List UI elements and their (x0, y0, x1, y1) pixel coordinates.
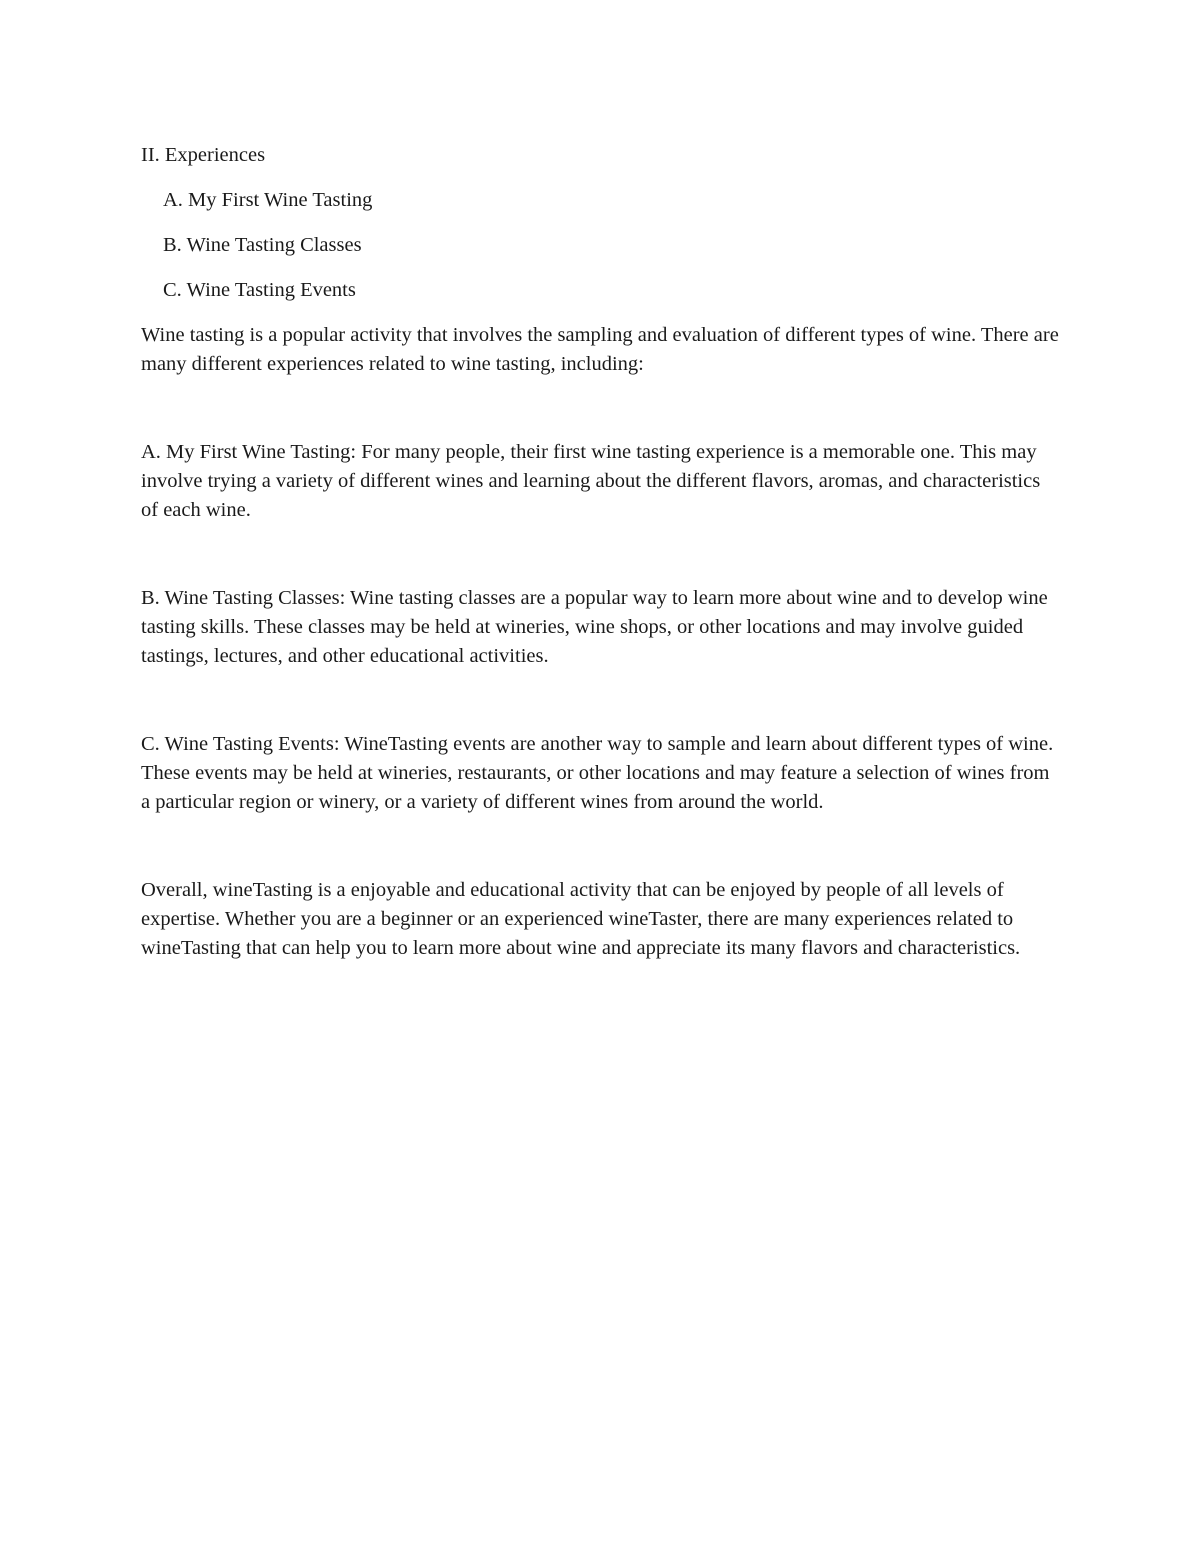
wine-tasting-classes-paragraph: B. Wine Tasting Classes: Wine tasting classes are a popular way to learn more about wine and to develop wine tasting skills. These classes may be held at wineries, wine shops, or other locations and may involve guided tastings, lectures, and other educational activities. (141, 587, 1048, 667)
conclusion-paragraph: Overall, wineTasting is a enjoyable and educational activity that can be enjoyed by people of all levels of expertise. Whether you are a beginner or an experienced wineTaster, there are many experiences related to wineTasting that can help you to learn more about wine and appreciate its many flavors and characteristics. (141, 879, 1021, 959)
first-wine-tasting-paragraph: A. My First Wine Tasting: For many people, their first wine tasting experience is a memorable one. This may involve trying a variety of different wines and learning about the different flavors, aromas, and characteristics of each wine. (141, 441, 1041, 521)
wine-tasting-events-paragraph: C. Wine Tasting Events: WineTasting events are another way to sample and learn about different types of wine. These events may be held at wineries, restaurants, or other locations and may feature a selection of wines from a particular region or winery, or a variety of different wines from around the world. (141, 733, 1054, 813)
document-body (141, 141, 1061, 963)
section-heading: II. Experiences (141, 144, 266, 166)
outline-item: B. Wine Tasting Classes (163, 234, 362, 256)
outline-item: C. Wine Tasting Events (163, 279, 356, 301)
outline-item: A. My First Wine Tasting (163, 189, 373, 211)
outline-list (141, 186, 1061, 305)
intro-paragraph: Wine tasting is a popular activity that involves the sampling and evaluation of different types of wine. There are many different experiences related to wine tasting, including: (141, 324, 1059, 375)
